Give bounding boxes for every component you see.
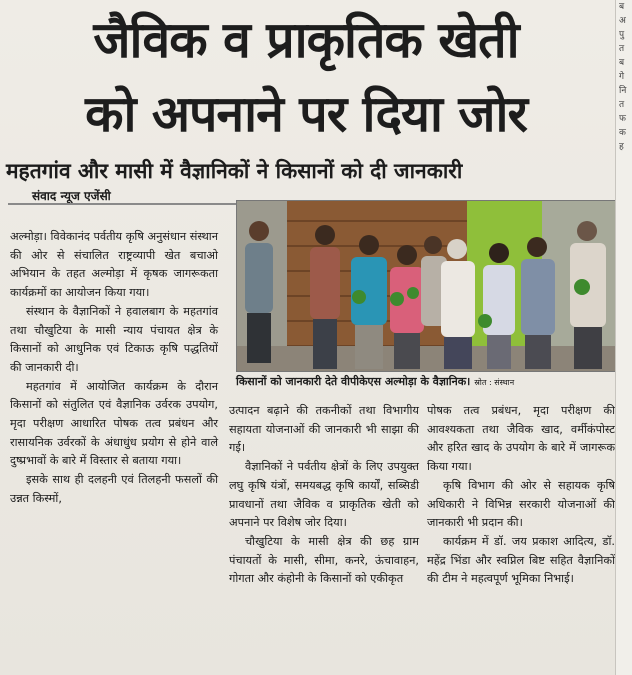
edge-glyph: गे: [619, 72, 625, 82]
photo-credit: स्रोत : संस्थान: [474, 378, 515, 387]
paragraph: वैज्ञानिकों ने पर्वतीय क्षेत्रों के लिए उपयुक्त लघु कृषि यंत्रों, समयबद्ध कृषि कार्यों, सब्सिडी प्रावधानों तथा जैविक व प्राकृतिक खेती को अपनाने पर विशेष जोर दिया।: [229, 460, 419, 530]
paragraph: कार्यक्रम में डॉ. जय प्रकाश आदित्य, डॉ. महेंद्र भिंडा और स्वप्निल बिष्ट सहित वैज्ञानिकों की टीम ने महत्वपूर्ण भूमिका निभाई।: [427, 534, 615, 586]
paragraph: चौखुटिया के मासी क्षेत्र की छह ग्राम पंचायतों के मासी, सीमा, कनरे, ऊंचावाहन, गोगता और कंहोनी के किसानों को एकीकृत: [229, 534, 419, 586]
article-column-3: [427, 402, 615, 589]
subheadline: महतगांव और मासी में वैज्ञानिकों ने किसानों को दी जानकारी: [6, 159, 463, 183]
edge-glyph: अ: [619, 16, 626, 26]
news-agency-byline: संवाद न्यूज एजेंसी: [32, 189, 111, 203]
article-column-2: [229, 402, 419, 589]
edge-glyph: पु: [619, 30, 625, 40]
edge-glyph: ब: [619, 2, 625, 12]
headline-line-2: को अपनाने पर दिया जोर: [85, 85, 527, 143]
edge-glyph: ब: [619, 58, 625, 68]
adjacent-article-edge: [615, 0, 632, 675]
paragraph: कृषि विभाग की ओर से सहायक कृषि अधिकारी ने विभिन्न सरकारी योजनाओं की जानकारी भी प्रदान की।: [427, 478, 615, 530]
headline-line-1: जैविक व प्राकृतिक खेती: [93, 11, 519, 69]
edge-glyph: फ: [619, 114, 626, 124]
edge-glyph: त: [619, 44, 625, 54]
article-column-1: [10, 228, 218, 509]
paragraph: उत्पादन बढ़ाने की तकनीकों तथा विभागीय सहायता योजनाओं की जानकारी भी साझा की गई।: [229, 404, 419, 455]
paragraph: अल्मोड़ा। विवेकानंद पर्वतीय कृषि अनुसंधान संस्थान की ओर से संचालित राष्ट्रव्यापी खेत बचाओ अभियान के तहत अल्मोड़ा में कृषक जागरूकता कार्यक्रमों का आयोजन किया गया।: [10, 230, 218, 300]
paragraph: संस्थान के वैज्ञानिकों ने हवालबाग के महतगांव तथा चौखुटिया के मासी न्याय पंचायत क्षेत्र के किसानों को आधुनिक एवं टिकाऊ कृषि पद्धतियों की जानकारी दी।: [10, 304, 218, 374]
edge-glyph: ह: [619, 142, 624, 152]
paragraph: महतगांव में आयोजित कार्यक्रम के दौरान किसानों को संतुलित एवं वैज्ञानिक उर्वरक उपयोग, मृदा परीक्षण आधारित पोषक तत्व प्रबंधन और रासायनिक उर्वरकों के अंधाधुंध प्रयोग से होने वाले दुष्प्रभावों के बारे में विस्तार से बताया गया।: [10, 379, 218, 468]
edge-glyph: त: [619, 100, 625, 110]
paragraph: पोषक तत्व प्रबंधन, मृदा परीक्षण की आवश्यकता तथा जैविक खाद, वर्मीकंपोस्ट और हरित खाद के उपयोग के बारे में जागरूक किया गया।: [427, 404, 615, 474]
photo-caption: [236, 372, 614, 393]
farmers-scientists-photo: [237, 201, 615, 371]
paragraph: इसके साथ ही दलहनी एवं तिलहनी फसलों की उन्नत किस्मों,: [10, 473, 218, 505]
edge-glyph: नि: [619, 86, 627, 96]
caption-text: किसानों को जानकारी देते वीपीकेएस अल्मोड़ा के वैज्ञानिक।: [236, 375, 471, 388]
news-photo: [236, 200, 616, 372]
edge-glyph: क: [619, 128, 626, 138]
